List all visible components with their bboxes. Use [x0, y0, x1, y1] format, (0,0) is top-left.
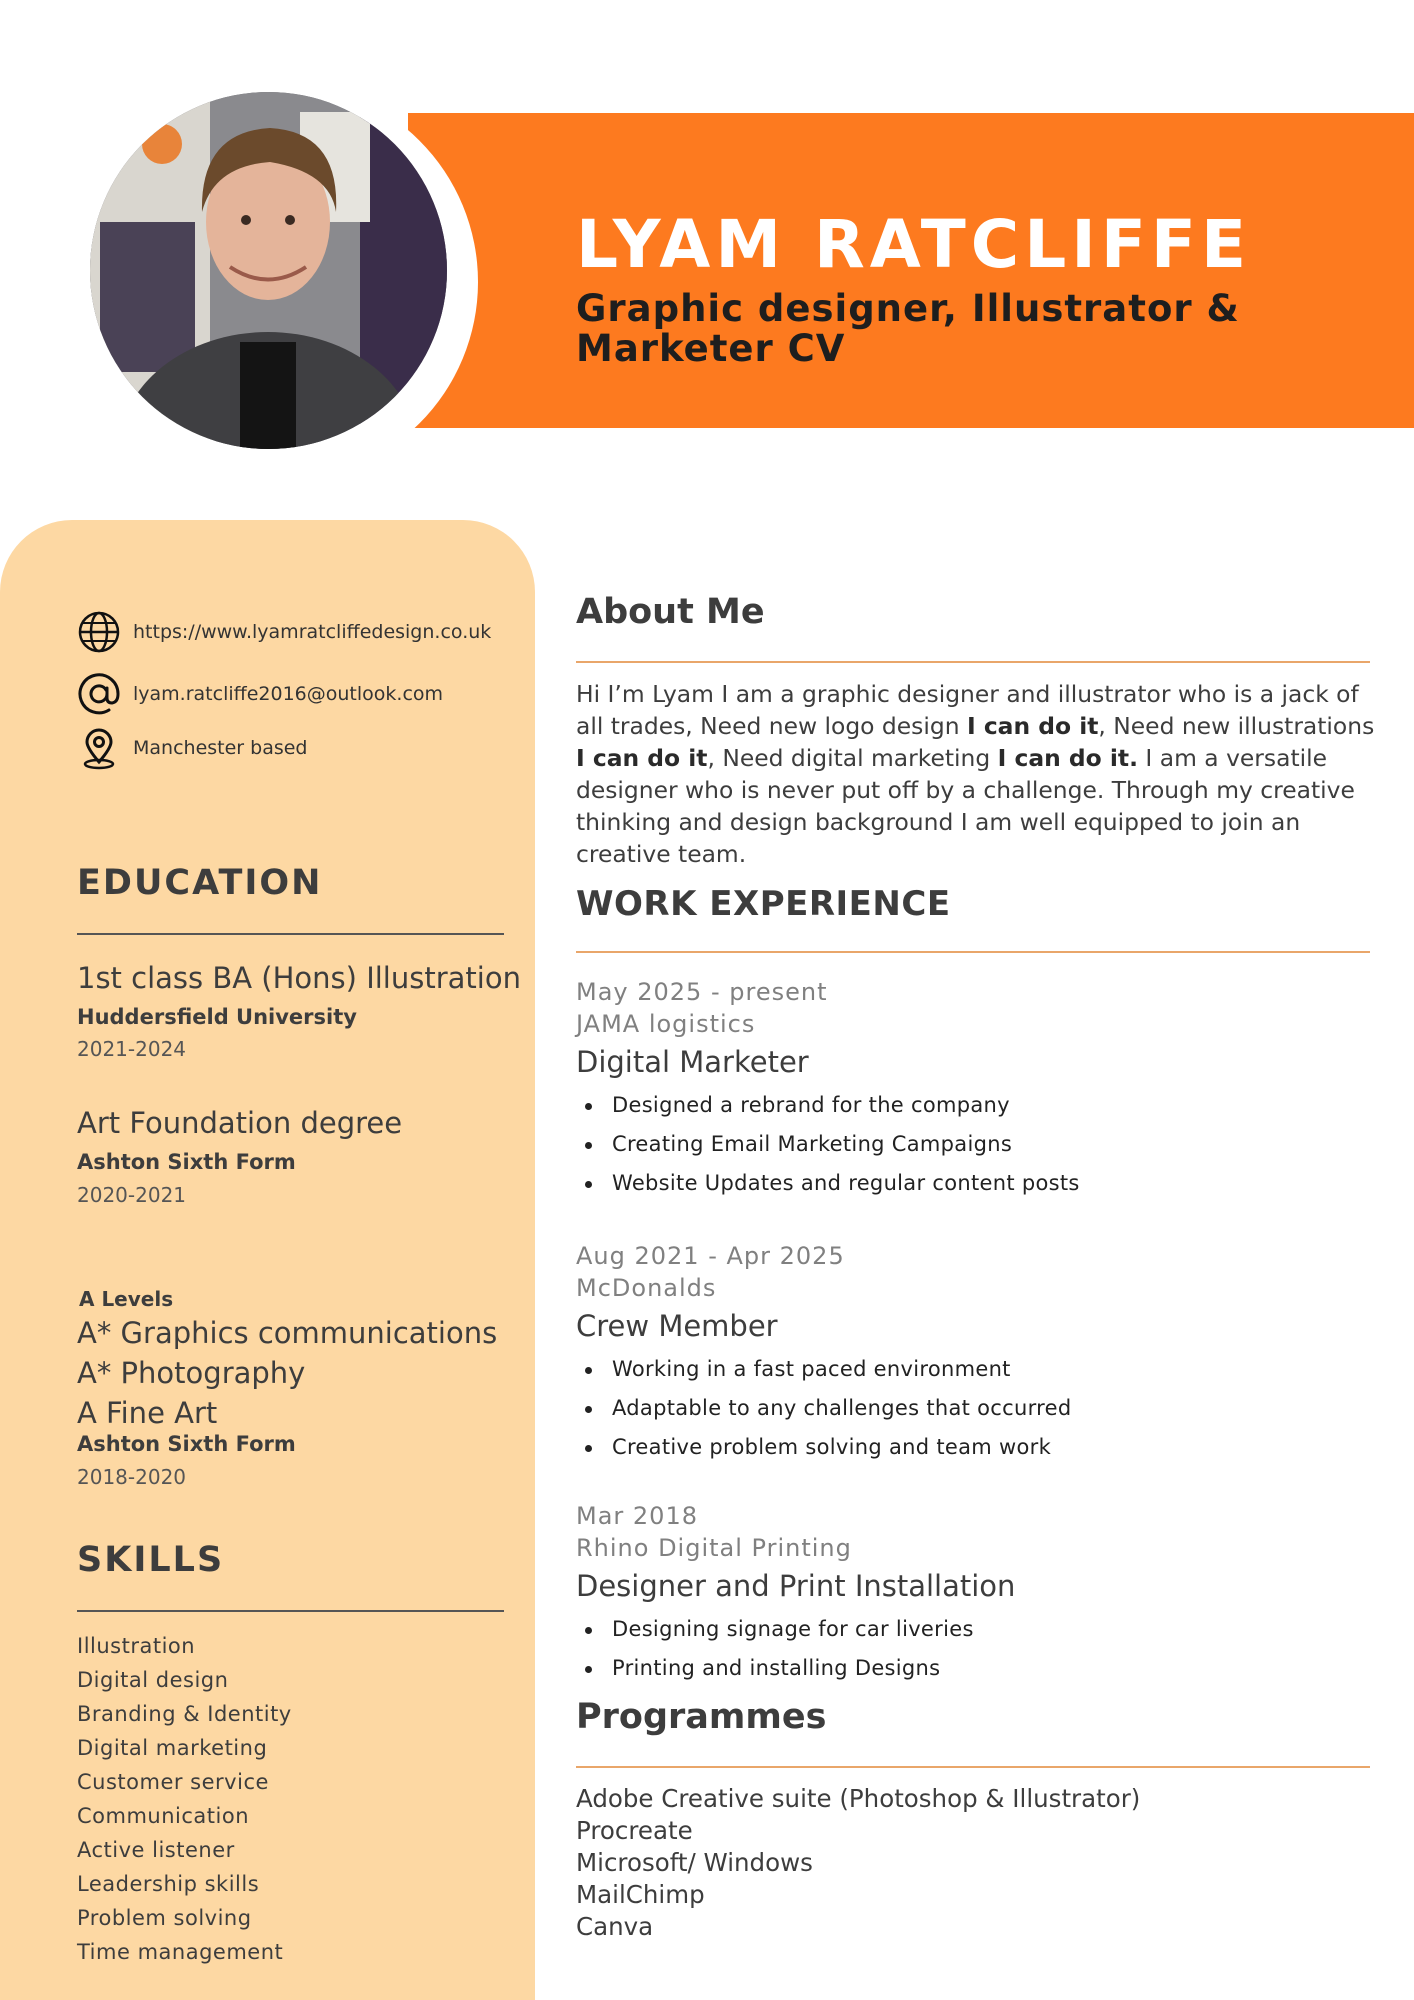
education-school: Ashton Sixth Form: [77, 1150, 296, 1174]
education-school: Ashton Sixth Form: [77, 1432, 296, 1456]
contact-website[interactable]: [77, 610, 491, 654]
job-dates: Aug 2021 - Apr 2025: [576, 1242, 845, 1270]
email-link[interactable]: lyam.ratcliffe2016@outlook.com: [133, 683, 444, 705]
education-title: Art Foundation degree: [77, 1106, 403, 1140]
a-level-grade: A* Photography: [77, 1356, 306, 1390]
job-role: Digital Marketer: [576, 1045, 809, 1079]
cv-subtitle: Graphic designer, Illustrator & Marketer CV: [576, 287, 1240, 370]
education-years: 2021-2024: [77, 1037, 187, 1061]
job-company: JAMA logistics: [576, 1010, 756, 1038]
education-years: 2020-2021: [77, 1183, 187, 1207]
skills-heading: SKILLS: [77, 1540, 225, 1580]
job-dates: May 2025 - present: [576, 978, 828, 1006]
programmes-divider: [576, 1766, 1370, 1768]
a-level-grade: A* Graphics communications: [77, 1316, 498, 1350]
programme-item: Canva: [576, 1912, 654, 1941]
skill-item: Communication: [77, 1804, 250, 1828]
education-school: Huddersfield University: [77, 1005, 357, 1029]
programmes-list: [576, 1783, 1140, 1943]
programme-item: Procreate: [576, 1816, 693, 1845]
education-years: 2018-2020: [77, 1465, 187, 1489]
profile-photo-illustration: [90, 92, 447, 449]
job-company: McDonalds: [576, 1274, 717, 1302]
job-bullet: Website Updates and regular content posts: [576, 1164, 1376, 1203]
a-levels-list: [77, 1313, 497, 1433]
skills-list: [77, 1629, 292, 1969]
job-bullet: Creative problem solving and team work: [576, 1428, 1376, 1467]
location-pin-icon: [77, 726, 121, 770]
work-experience-heading: WORK EXPERIENCE: [576, 884, 951, 924]
profile-photo: [90, 92, 447, 449]
programme-item: Adobe Creative suite (Photoshop & Illustrator): [576, 1784, 1141, 1813]
job-bullet: Adaptable to any challenges that occurred: [576, 1389, 1376, 1428]
skill-item: Customer service: [77, 1770, 269, 1794]
skill-item: Illustration: [77, 1634, 196, 1658]
education-divider: [77, 933, 504, 935]
job-bullet-list: [576, 1350, 1376, 1467]
skill-item: Digital marketing: [77, 1736, 268, 1760]
skill-item: Active listener: [77, 1838, 235, 1862]
skill-item: Time management: [77, 1940, 284, 1964]
website-link[interactable]: https://www.lyamratcliffedesign.co.uk: [133, 621, 492, 643]
job-bullet: Printing and installing Designs: [576, 1649, 1376, 1688]
job-entry: [576, 1500, 1376, 1688]
a-level-grade: A Fine Art: [77, 1396, 218, 1430]
job-bullet: Creating Email Marketing Campaigns: [576, 1125, 1376, 1164]
about-heading: About Me: [576, 592, 765, 632]
education-heading: EDUCATION: [77, 863, 323, 903]
globe-icon: [77, 610, 121, 654]
programme-item: Microsoft/ Windows: [576, 1848, 813, 1877]
skill-item: Leadership skills: [77, 1872, 260, 1896]
a-levels-label: A Levels: [79, 1287, 174, 1311]
skill-item: Digital design: [77, 1668, 229, 1692]
programmes-heading: Programmes: [576, 1697, 827, 1737]
job-dates: Mar 2018: [576, 1502, 698, 1530]
job-company: Rhino Digital Printing: [576, 1534, 852, 1562]
candidate-name: LYAM RATCLIFFE: [576, 206, 1252, 283]
programme-item: MailChimp: [576, 1880, 705, 1909]
job-entry: [576, 976, 1376, 1203]
skill-item: Branding & Identity: [77, 1702, 292, 1726]
about-divider: [576, 661, 1370, 663]
job-role: Designer and Print Installation: [576, 1569, 1016, 1603]
contact-location: [77, 726, 308, 770]
job-bullet: Designing signage for car liveries: [576, 1610, 1376, 1649]
job-role: Crew Member: [576, 1309, 778, 1343]
job-bullet-list: [576, 1610, 1376, 1688]
work-divider: [576, 951, 1370, 953]
job-bullet: Working in a fast paced environment: [576, 1350, 1376, 1389]
education-title: 1st class BA (Hons) Illustration: [77, 961, 521, 995]
job-bullet: Designed a rebrand for the company: [576, 1086, 1376, 1125]
skill-item: Problem solving: [77, 1906, 252, 1930]
location-text: Manchester based: [133, 737, 308, 759]
at-sign-icon: [77, 672, 121, 716]
contact-email[interactable]: [77, 672, 443, 716]
about-paragraph: Hi I’m Lyam I am a graphic designer and illustrator who is a jack of all trades, Need new logo design I can do it, Need new illustrations I can do it, Need digital marketing I can do it. I am a versatile designer who is never put off by a challenge. Through my creative thinking and design background I am well equipped to join an creative team.: [576, 680, 1375, 868]
job-entry: [576, 1240, 1376, 1467]
skills-divider: [77, 1610, 504, 1612]
job-bullet-list: [576, 1086, 1376, 1203]
